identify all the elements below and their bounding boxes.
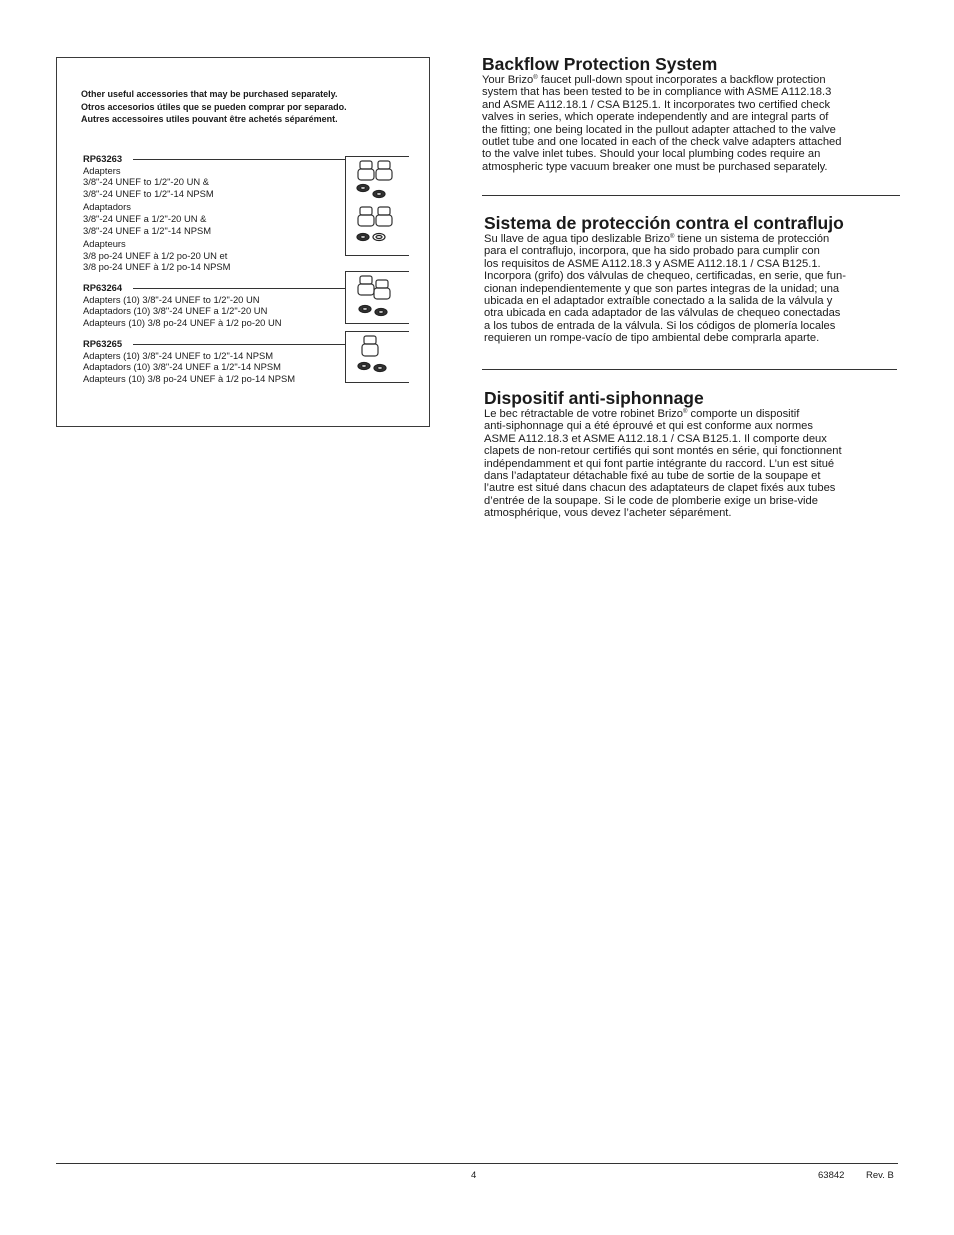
paragraph-line: d’entrée de la soupape. Si le code de plomberie exige un brise-vide [484, 494, 818, 507]
intro-line-es: Otros accesorios útiles que se pueden comprar por separado. [81, 101, 347, 112]
product-line: Adaptadors (10) 3/8"-24 UNEF a 1/2"-14 NPSM [83, 361, 281, 373]
paragraph-line: valves in series, which operate independently and are integral parts of [482, 111, 829, 124]
accessories-box [56, 57, 430, 427]
adapter-fitting-icon [358, 276, 390, 299]
washer-icon [357, 185, 385, 198]
section-backflow-es [484, 213, 904, 345]
product-line: 3/8"-24 UNEF a 1/2"-14 NPSM [83, 224, 212, 236]
washer-icon [359, 306, 387, 316]
paragraph-line: ubicada en el adaptador extraíble conectado a la salida de la válvula y [484, 295, 833, 308]
washer-icon [357, 234, 385, 241]
paragraph-line: atmospheric type vacuum breaker one must be purchased separately. [482, 160, 828, 173]
registered-mark: ® [669, 234, 675, 240]
revision-label: Rev. B [866, 1170, 894, 1181]
section-paragraph [484, 408, 904, 520]
adapter-fitting-icon [362, 336, 378, 356]
section-paragraph [484, 233, 904, 345]
registered-mark: ® [683, 409, 688, 415]
paragraph-line: atmosphérique, vous devez l’acheter séparément. [484, 507, 732, 520]
section-title: Backflow Protection System [482, 54, 718, 74]
product-line: Adapteurs (10) 3/8 po-24 UNEF à 1/2 po-14 NPSM [83, 372, 296, 384]
product-line: Adapteurs [83, 238, 126, 250]
section-paragraph [482, 74, 902, 173]
section-divider [482, 195, 900, 196]
paragraph-line: l’autre est situé dans chacun des adaptateurs de clapet fixés aux tubes [484, 482, 836, 495]
product-line: 3/8"-24 UNEF to 1/2"-14 NPSM [83, 187, 214, 199]
paragraph-line: anti-siphonnage qui a été éprouvé et qui est conforme aux normes [484, 420, 813, 433]
intro-line-fr: Autres accessoires utiles pouvant être achetés séparément. [81, 114, 338, 124]
product-code: RP63265 [83, 338, 123, 349]
product-line: Adaptadors [83, 201, 131, 213]
paragraph-line: ASME A112.18.3 et ASME A112.18.1 / CSA B125.1. Il comporte deux [484, 432, 827, 445]
product-line: 3/8 po-24 UNEF à 1/2 po-20 UN et [83, 249, 228, 261]
paragraph-line: and ASME A112.18.1 / CSA B125.1. It incorporates two certified check [482, 98, 831, 111]
product-thumbnail [345, 156, 409, 256]
leader-line [133, 344, 346, 345]
paragraph-line: dans l’adaptateur détachable fixé au tube de sortie de la soupape et [484, 470, 821, 483]
section-backflow-en [482, 54, 902, 173]
paragraph-line: otra ubicada en cada adaptador de las válvulas de chequeo conectadas [484, 307, 841, 320]
paragraph-line: cionan independientemente y que son partes integras de la unidad; una [484, 282, 840, 295]
document-number: 63842 [818, 1170, 845, 1181]
paragraph-line: los requisitos de ASME A112.18.3 y ASME A112.18.1 / CSA B125.1. [484, 257, 821, 270]
product-rp63263 [83, 153, 353, 273]
registered-mark: ® [533, 75, 538, 81]
footer-rule [56, 1163, 898, 1164]
product-line: 3/8"-24 UNEF a 1/2"-20 UN & [83, 212, 207, 224]
product-line: Adaptadors (10) 3/8"-24 UNEF a 1/2"-20 UN [83, 305, 268, 317]
section-title: Dispositif anti-siphonnage [484, 388, 704, 408]
leader-line [133, 159, 346, 160]
paragraph-line: Your Brizo® faucet pull-down spout incorporates a backflow protection [482, 74, 826, 86]
product-line: Adapters (10) 3/8"-24 UNEF to 1/2"-20 UN [83, 293, 260, 305]
adapter-fitting-icon [358, 207, 392, 226]
paragraph-line: indépendamment et qui font partie intégrante du raccord. L’un est situé [484, 457, 835, 470]
product-line: 3/8 po-24 UNEF à 1/2 po-14 NPSM [83, 261, 231, 273]
product-line: Adapters (10) 3/8"-24 UNEF to 1/2"-14 NPSM [83, 349, 274, 361]
paragraph-line: Incorpora (grifo) dos válvulas de chequeo, certificadas, en serie, que fun- [484, 270, 846, 283]
leader-line [133, 288, 346, 289]
product-line: Adapteurs (10) 3/8 po-24 UNEF à 1/2 po-20 UN [83, 316, 282, 328]
paragraph-line: clapets de non-retour certifiés qui sont montés en série, qui fonctionnent [484, 445, 842, 458]
product-thumbnail [345, 331, 409, 383]
paragraph-line: Le bec rétractable de votre robinet Brizo® comporte un dispositif [484, 408, 800, 420]
product-code: RP63264 [83, 282, 123, 293]
paragraph-line: to the valve inlet tubes. Should your local plumbing codes require an [482, 148, 821, 161]
product-code: RP63263 [83, 153, 123, 164]
product-line: 3/8"-24 UNEF to 1/2"-20 UN & [83, 176, 209, 188]
page-number: 4 [471, 1170, 477, 1181]
intro-line-en: Other useful accessories that may be purchased separately. [81, 89, 338, 99]
accessories-intro [81, 88, 421, 126]
section-divider [482, 369, 897, 370]
paragraph-line: Su llave de agua tipo deslizable Brizo® tiene un sistema de protección [484, 233, 830, 245]
paragraph-line: system that has been tested to be in compliance with ASME A112.18.3 [482, 86, 832, 99]
paragraph-line: requieren un rompe-vacío de tipo ambiental debe comprarla aparte. [484, 332, 820, 345]
washer-icon [358, 363, 386, 372]
paragraph-line: a los tubos de entrada de la válvula. Si los códigos de plomería locales [484, 319, 836, 332]
section-title: Sistema de protección contra el contraflujo [484, 213, 844, 233]
paragraph-line: the fitting; one being located in the pullout adapter attached to the valve [482, 123, 836, 136]
section-backflow-fr [484, 388, 904, 520]
adapter-fitting-icon [358, 161, 392, 180]
product-thumbnail [345, 271, 409, 324]
paragraph-line: outlet tube and one located in each of the check valve adapters attached [482, 136, 842, 149]
product-line: Adapters [83, 164, 121, 176]
paragraph-line: para el contraflujo, incorpora, que ha sido probado para cumplir con [484, 245, 820, 258]
